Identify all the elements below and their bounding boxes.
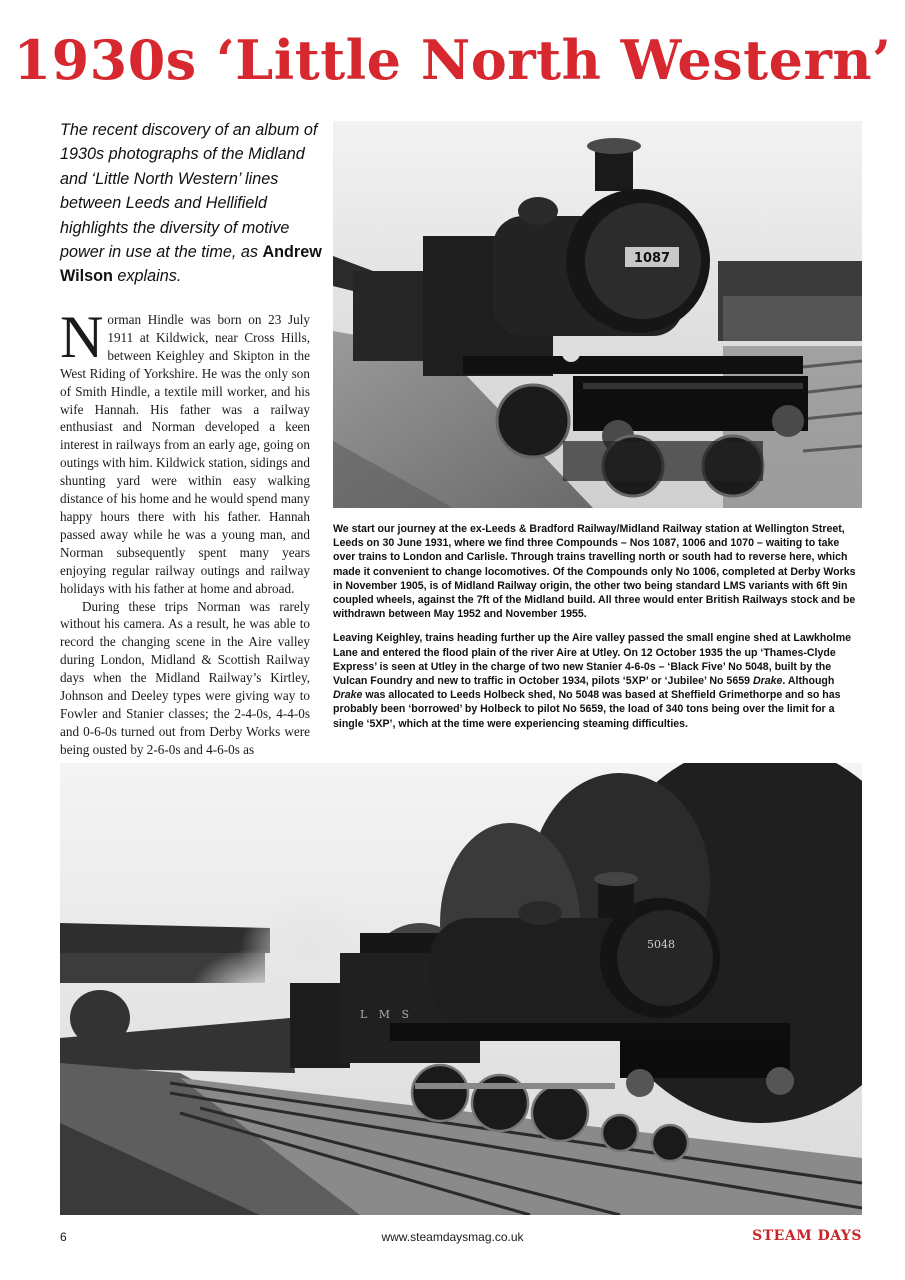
magazine-logo: STEAM DAYS — [752, 1228, 862, 1244]
caption-bottom-photo: Leaving Keighley, trains heading further up the Aire valley passed the small engine shed at Lawkholme Lane and entered the flood plain of the river Aire at Utley. On 12 October 1935 the up ‘Thames-Clyde Express’ is seen at Utley in the charge of two new Stanier 4-6-0s – ‘Black Five’ No 5048, built by the Vulcan Foundry and new to traffic in October 1934, pilots ‘5XP’ or ‘Jubilee’ No 5659 Drake. Although Drake was allocated to Leeds Holbeck shed, No 5048 was based at Sheffield Grimethorpe and so has probably been ‘borrowed’ by Holbeck to pilot No 5659, the load of 340 tons being over the limit for a single ‘5XP’, which at the time were experiencing steaming difficulties. — [333, 632, 852, 730]
loco-name-drake: Drake — [752, 675, 783, 688]
top-smokebox-number: 1087 — [633, 251, 671, 266]
paragraph-2: During these trips Norman was rarely without his camera. As a result, he was able to record the changing scene in the Aire valley during London, Midland & Scottish Railway days when the Midland Railway’s Kirtley, Johnson and Deeley types were giving way to Fowler and Stanier classes; the 2-4-0s, 4-4-0s and 0-6-0s turned out from Derby Works were being ousted by 2-6-0s and 4-6-0s as — [60, 598, 310, 757]
standfirst-tail: explains. — [117, 267, 182, 286]
photo-compound-locomotive — [333, 121, 862, 508]
article-body — [60, 304, 310, 759]
bottom-smokebox-number: 5048 — [647, 938, 675, 951]
photo-thames-clyde-express — [60, 763, 862, 1215]
author-name: Andrew Wilson — [60, 243, 322, 286]
standfirst — [60, 118, 322, 289]
drop-cap: N — [60, 304, 104, 370]
page-title: 1930s ‘Little North Western’ — [13, 28, 892, 92]
caption-top-photo: We start our journey at the ex-Leeds & Bradford Railway/Midland Railway station at Wellington Street, Leeds on 30 June 1931, where we find three Compounds – Nos 1087, 1006 and 1070 – waiting to take over trains to London and Carlisle. Through trains travelling north or south had to reverse here, which made it convenient to change locomotives. Of the Compounds only No 1006, completed at Derby Works in November 1905, is of Midland Railway origin, the other two being standard LMS variants with 6ft 9in coupled wheels, against the 7ft of the Midland build. All three would enter British Railways stock and be withdrawn between May 1952 and November 1955. — [333, 523, 856, 621]
standfirst-text: The recent discovery of an album of 1930s photographs of the Midland and ‘Little North Western’ lines between Leeds and Hellifield highlights the diversity of motive power in use at the time, as — [60, 121, 318, 262]
paragraph-1-text: orman Hindle was born on 23 July 1911 at Kildwick, near Cross Hills, between Keighley and Skipton in the West Riding of Yorkshire. He was the only son of Smith Hindle, a textile mill worker, and his wife Hannah. His father was a railway enthusiast and Norman developed a keen interest in railways from an early age, going on outings with him. Kildwick station, sidings and shunting yard were within easy walking distance of his home and he would spend many happy hours there with his father. Hannah passed away while he was a young man, and Norman subsequently spent many years enjoying regular railway outings and railway holidays with his father at home and abroad. — [60, 312, 310, 596]
website-url: www.steamdaysmag.co.uk — [381, 1230, 524, 1244]
loco-name-drake-2: Drake — [333, 689, 363, 702]
paragraph-1 — [60, 304, 310, 598]
tender-lettering: L M S — [360, 1008, 414, 1021]
photo-captions — [333, 522, 862, 741]
page-number: 6 — [60, 1230, 67, 1244]
